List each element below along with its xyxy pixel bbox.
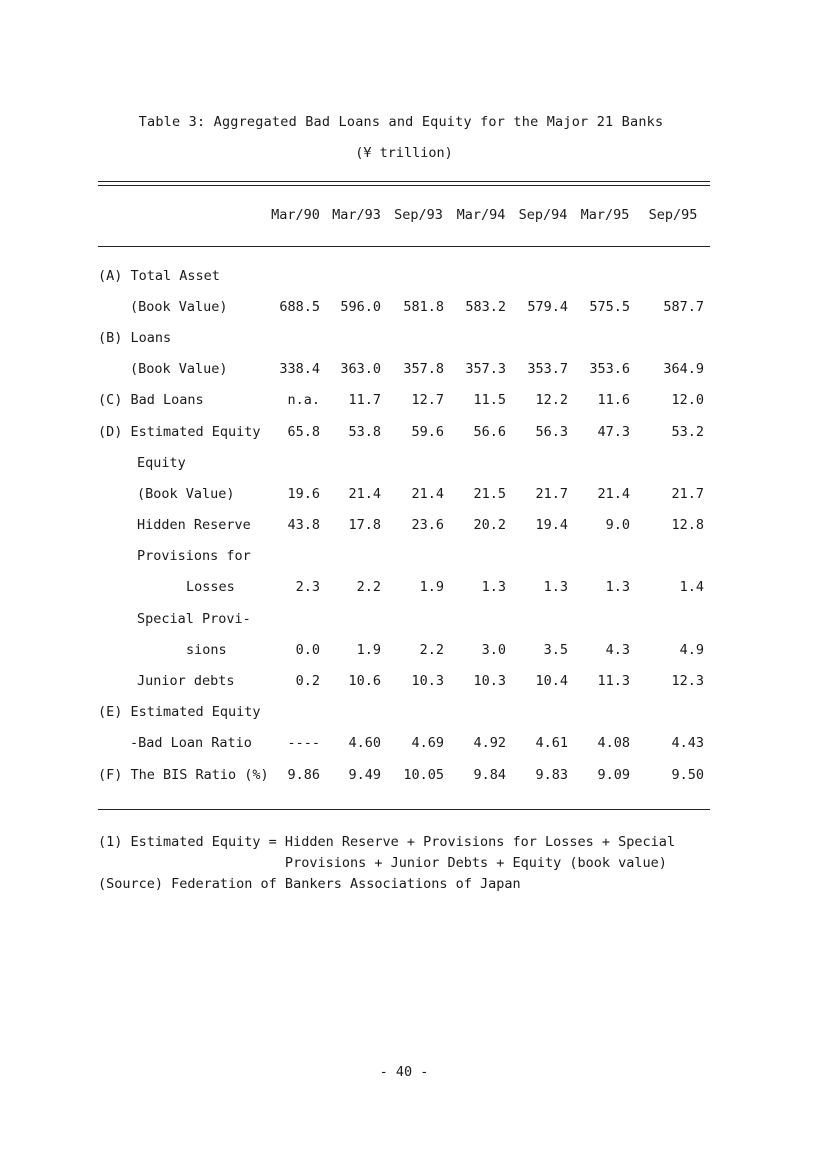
row-label: sions (186, 641, 227, 658)
row-label: (Book Value) (137, 485, 235, 502)
cell-empty (326, 260, 387, 291)
cell-value: 12.3 (671, 673, 704, 690)
cell-value: 338.4 (279, 361, 320, 378)
header-row (98, 200, 710, 230)
cell-value: 9.50 (671, 766, 704, 783)
cell-value: 9.09 (597, 766, 630, 783)
cell-value: 12.7 (411, 392, 444, 409)
cell-value: 9.83 (535, 766, 568, 783)
cell-value: 357.8 (403, 361, 444, 378)
cell-value: 9.49 (348, 766, 381, 783)
table-row (98, 447, 710, 478)
cell-value: 4.43 (671, 735, 704, 752)
cell-value: 353.7 (527, 361, 568, 378)
cell-empty (326, 697, 387, 728)
cell-value: 353.6 (589, 361, 630, 378)
cell-value: 9.86 (287, 766, 320, 783)
cell-empty (450, 447, 512, 478)
table-row (98, 634, 710, 665)
page-number: - 40 - (379, 1064, 429, 1080)
cell-value: 4.61 (535, 735, 568, 752)
cell-empty (574, 541, 636, 572)
bottom-rule (98, 809, 710, 810)
cell-empty (387, 447, 450, 478)
unit-subtitle: (¥ trillion) (355, 145, 453, 161)
cell-empty (326, 447, 387, 478)
cell-value: 4.3 (605, 641, 630, 658)
row-label: (Book Value) (130, 361, 228, 378)
cell-value: 596.0 (340, 298, 381, 315)
table-row (98, 697, 710, 728)
cell-value: 20.2 (473, 517, 506, 534)
cell-empty (636, 447, 710, 478)
row-label: Junior debts (137, 673, 235, 690)
table-row (98, 260, 710, 291)
cell-empty (450, 260, 512, 291)
cell-empty (512, 260, 574, 291)
cell-value: 10.4 (535, 673, 568, 690)
table-row (98, 603, 710, 634)
cell-empty (450, 603, 512, 634)
table-row (98, 665, 710, 696)
cell-empty (574, 260, 636, 291)
cell-value: 357.3 (465, 361, 506, 378)
cell-value: 21.7 (671, 485, 704, 502)
table-row (98, 385, 710, 416)
cell-empty (512, 541, 574, 572)
footnotes (98, 832, 675, 895)
cell-value: 11.6 (597, 392, 630, 409)
cell-value: 47.3 (597, 423, 630, 440)
table-row (98, 541, 710, 572)
top-double-rule-2 (98, 185, 710, 186)
cell-value: 575.5 (589, 298, 630, 315)
cell-value: 4.08 (597, 735, 630, 752)
cell-value: 21.5 (473, 485, 506, 502)
column-header: Mar/95 (580, 207, 630, 223)
row-label: Equity (137, 454, 186, 471)
cell-empty (387, 260, 450, 291)
cell-empty (512, 697, 574, 728)
cell-empty (265, 447, 326, 478)
cell-value: 19.6 (287, 485, 320, 502)
cell-value: 12.0 (671, 392, 704, 409)
cell-value: 10.3 (411, 673, 444, 690)
cell-empty (326, 541, 387, 572)
cell-value: 53.2 (671, 423, 704, 440)
table-row (98, 322, 710, 353)
row-label: (F) The BIS Ratio (%) (98, 766, 269, 783)
cell-value: 583.2 (465, 298, 506, 315)
cell-empty (636, 322, 710, 353)
cell-empty (512, 603, 574, 634)
cell-value: n.a. (287, 392, 320, 409)
cell-value: 43.8 (287, 517, 320, 534)
cell-value: 688.5 (279, 298, 320, 315)
column-header: Sep/94 (518, 207, 568, 223)
row-label: (C) Bad Loans (98, 392, 204, 409)
spacer-row (98, 230, 710, 260)
cell-empty (574, 322, 636, 353)
cell-value: 2.2 (356, 579, 381, 596)
row-label: (Book Value) (130, 298, 228, 315)
cell-value: 2.2 (419, 641, 444, 658)
cell-value: 4.60 (348, 735, 381, 752)
cell-empty (574, 603, 636, 634)
cell-empty (636, 260, 710, 291)
cell-empty (265, 322, 326, 353)
cell-value: 1.9 (356, 641, 381, 658)
table-row (98, 416, 710, 447)
cell-value: 4.69 (411, 735, 444, 752)
cell-value: 11.3 (597, 673, 630, 690)
cell-value: 0.2 (295, 673, 320, 690)
cell-empty (574, 697, 636, 728)
cell-value: 17.8 (348, 517, 381, 534)
cell-empty (512, 322, 574, 353)
cell-value: 12.2 (535, 392, 568, 409)
cell-value: 11.5 (473, 392, 506, 409)
cell-empty (387, 322, 450, 353)
cell-empty (265, 541, 326, 572)
row-label: (A) Total Asset (98, 267, 220, 284)
cell-empty (387, 697, 450, 728)
cell-empty (387, 541, 450, 572)
cell-value: 10.05 (403, 766, 444, 783)
table-body (98, 260, 710, 790)
cell-value: 1.4 (679, 579, 704, 596)
table-title: Table 3: Aggregated Bad Loans and Equity for the Major 21 Banks (138, 114, 664, 130)
cell-value: 12.8 (671, 517, 704, 534)
cell-value: 1.3 (605, 579, 630, 596)
cell-value: 11.7 (348, 392, 381, 409)
cell-empty (636, 697, 710, 728)
row-label: (D) Estimated Equity (98, 423, 261, 440)
cell-value: 56.3 (535, 423, 568, 440)
column-header: Mar/93 (332, 207, 381, 223)
cell-value: 1.9 (419, 579, 444, 596)
cell-empty (265, 260, 326, 291)
cell-value: 581.8 (403, 298, 444, 315)
cell-empty (326, 603, 387, 634)
cell-value: 4.92 (473, 735, 506, 752)
column-header: Mar/90 (271, 207, 320, 223)
cell-value: 1.3 (543, 579, 568, 596)
table-row (98, 478, 710, 509)
cell-value: 363.0 (340, 361, 381, 378)
cell-value: 59.6 (411, 423, 444, 440)
cell-empty (450, 697, 512, 728)
cell-value: 1.3 (481, 579, 506, 596)
cell-empty (636, 541, 710, 572)
cell-value: 23.6 (411, 517, 444, 534)
cell-empty (574, 447, 636, 478)
cell-value: 21.4 (348, 485, 381, 502)
cell-value: 53.8 (348, 423, 381, 440)
cell-empty (450, 541, 512, 572)
row-label: Hidden Reserve (137, 517, 251, 534)
column-header: Mar/94 (456, 207, 506, 223)
row-label: Provisions for (137, 548, 251, 565)
cell-value: 19.4 (535, 517, 568, 534)
cell-value: 10.3 (473, 673, 506, 690)
cell-empty (265, 697, 326, 728)
column-header: Sep/95 (648, 207, 698, 223)
cell-empty (512, 447, 574, 478)
bad-loans-table (98, 200, 710, 790)
cell-value: 3.5 (543, 641, 568, 658)
row-label: Losses (186, 579, 235, 596)
table-row (98, 510, 710, 541)
row-label: -Bad Loan Ratio (130, 735, 252, 752)
cell-empty (326, 322, 387, 353)
cell-value: 3.0 (481, 641, 506, 658)
header-blank (98, 200, 265, 230)
cell-empty (265, 603, 326, 634)
row-label: Special Provi- (137, 610, 251, 627)
column-header: Sep/93 (394, 207, 443, 223)
table-row (98, 572, 710, 603)
cell-value: 0.0 (295, 641, 320, 658)
cell-value: 364.9 (663, 361, 704, 378)
cell-value: 2.3 (295, 579, 320, 596)
cell-empty (636, 603, 710, 634)
source-note: (Source) Federation of Bankers Associations of Japan (98, 876, 521, 892)
row-label: (E) Estimated Equity (98, 704, 261, 721)
cell-value: 9.84 (473, 766, 506, 783)
cell-value: 579.4 (527, 298, 568, 315)
cell-value: 4.9 (679, 641, 704, 658)
footnote-line-1: (1) Estimated Equity = Hidden Reserve + Provisions for Losses + Special (98, 834, 676, 850)
cell-value: 10.6 (348, 673, 381, 690)
cell-value: 65.8 (287, 423, 320, 440)
cell-value: 56.6 (473, 423, 506, 440)
row-label: (B) Loans (98, 329, 172, 346)
table-row (98, 291, 710, 322)
cell-empty (450, 322, 512, 353)
cell-empty (387, 603, 450, 634)
table-row (98, 759, 710, 790)
cell-value: 21.4 (597, 485, 630, 502)
top-double-rule-1 (98, 181, 710, 182)
cell-value: ---- (287, 735, 320, 752)
cell-value: 587.7 (663, 298, 704, 315)
cell-value: 21.4 (411, 485, 444, 502)
cell-value: 21.7 (535, 485, 568, 502)
table-row (98, 354, 710, 385)
footnote-line-2: Provisions + Junior Debts + Equity (book value) (98, 855, 667, 871)
cell-value: 9.0 (605, 517, 630, 534)
table-row (98, 728, 710, 759)
